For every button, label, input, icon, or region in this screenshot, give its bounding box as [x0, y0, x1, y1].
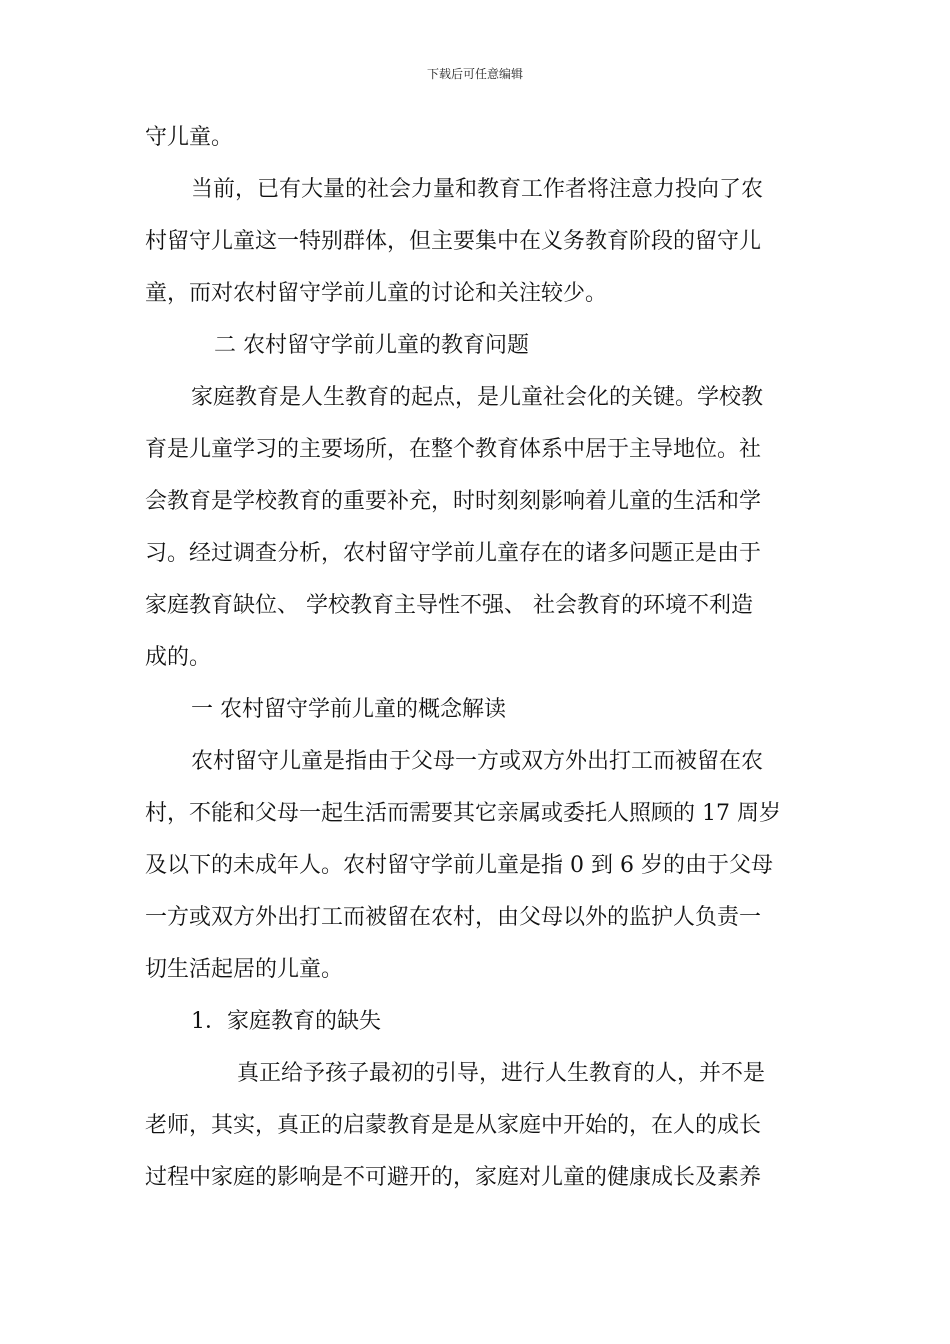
paragraph-line: 村留守儿童这一特别群体，但主要集中在义务教育阶段的留守儿 [145, 229, 762, 254]
document-body [145, 112, 800, 1204]
paragraph-line: 过程中家庭的影响是不可避开的，家庭对儿童的健康成长及素养 [145, 1165, 762, 1190]
paragraph-line: 会教育是学校教育的重要补充，时时刻刻影响着儿童的生活和学 [145, 489, 762, 514]
paragraph-line: 习。经过调查分析，农村留守学前儿童存在的诸多问题正是由于 [145, 541, 762, 566]
paragraph-line: 及以下的未成年人。农村留守学前儿童是指 0 到 6 岁的由于父母 [145, 853, 773, 878]
paragraph-line: 守儿童。 [145, 125, 234, 150]
paragraph-line: 育是儿童学习的主要场所，在整个教育体系中居于主导地位。社 [145, 437, 762, 462]
paragraph-line: 成的。 [145, 645, 212, 670]
paragraph-line: 家庭教育是人生教育的起点，是儿童社会化的关键。学校教 [191, 385, 764, 410]
subsection-heading: 1．家庭教育的缺失 [191, 1009, 381, 1034]
paragraph-line: 切生活起居的儿童。 [145, 957, 344, 982]
paragraph-line: 家庭教育缺位、 学校教育主导性不强、 社会教育的环境不利造 [145, 593, 753, 618]
paragraph-line: 农村留守儿童是指由于父母一方或双方外出打工而被留在农 [191, 749, 764, 774]
paragraph-line: 真正给予孩子最初的引导，进行人生教育的人，并不是 [237, 1061, 766, 1086]
section-heading: 一 农村留守学前儿童的概念解读 [191, 697, 506, 722]
paragraph-line: 老师，其实，真正的启蒙教育是是从家庭中开始的，在人的成长 [145, 1113, 762, 1138]
page-header: 下载后可任意编辑 [426, 67, 523, 81]
paragraph-line: 村，不能和父母一起生活而需要其它亲属或委托人照顾的 17 周岁 [145, 801, 781, 826]
paragraph-line: 童，而对农村留守学前儿童的讨论和关注较少。 [145, 281, 608, 306]
section-heading: 二 农村留守学前儿童的教育问题 [214, 333, 529, 358]
paragraph-line: 当前，已有大量的社会力量和教育工作者将注意力投向了农 [191, 177, 764, 202]
paragraph-line: 一方或双方外出打工而被留在农村，由父母以外的监护人负责一 [145, 905, 762, 930]
